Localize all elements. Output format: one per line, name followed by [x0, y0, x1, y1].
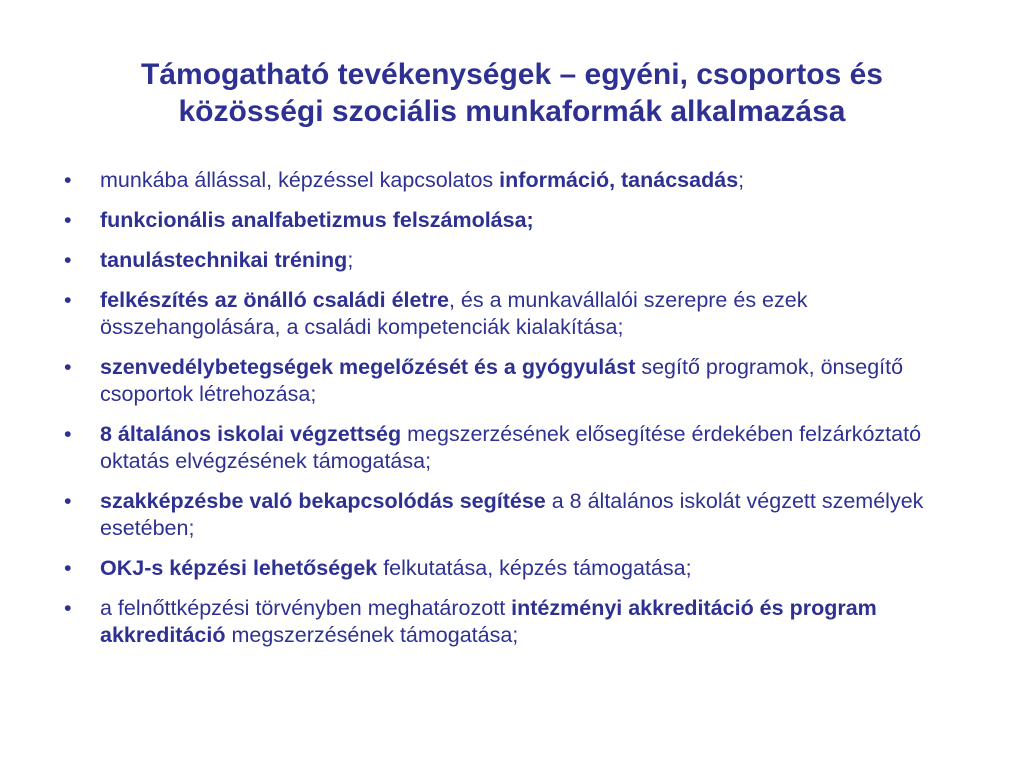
slide-title-line-1: Támogatható tevékenységek – egyéni, csoportos és: [141, 58, 883, 91]
item-text: ;: [347, 248, 354, 272]
item-text: a felnőttképzési törvényben meghatározott: [100, 596, 512, 620]
item-highlight: OKJ-s képzési lehetőségek: [100, 556, 378, 580]
list-item: [56, 488, 976, 542]
item-highlight: szakképzésbe való bekapcsolódás segítése: [100, 489, 546, 513]
item-text: ;: [738, 168, 745, 192]
item-highlight: intézményi akkreditáció és program akkreditáció: [100, 596, 877, 647]
item-text: , és a munkavállalói szerepre és ezek összehangolására, a családi kompetenciák kialakítása;: [100, 288, 808, 339]
item-highlight: 8 általános iskolai végzettség: [100, 422, 402, 446]
bullet-icon: •: [64, 168, 72, 192]
item-highlight: tanulástechnikai tréning: [100, 248, 348, 272]
item-text: munkába állással, képzéssel kapcsolatos: [100, 168, 500, 192]
item-highlight: funkcionális analfabetizmus felszámolása;: [100, 208, 534, 232]
item-highlight: szenvedélybetegségek megelőzését és a gyógyulást: [100, 355, 636, 379]
item-text: a 8 általános iskolát végzett személyek esetében;: [100, 489, 924, 540]
list-item: [56, 207, 976, 234]
bullet-icon: •: [64, 596, 72, 620]
bullet-icon: •: [64, 422, 72, 446]
list-item: [56, 354, 976, 408]
list-item: [56, 595, 976, 649]
bullet-icon: •: [64, 208, 72, 232]
bullet-icon: •: [64, 556, 72, 580]
bullet-icon: •: [64, 355, 72, 379]
bullet-list: [56, 167, 976, 662]
list-item: [56, 287, 976, 341]
list-item: [56, 247, 976, 274]
bullet-icon: •: [64, 489, 72, 513]
item-text: megszerzésének támogatása;: [225, 623, 519, 647]
list-item: [56, 421, 976, 475]
item-text: segítő programok, önsegítő csoportok létrehozása;: [100, 355, 904, 406]
slide-title-line-2: közösségi szociális munkaformák alkalmazása: [178, 95, 846, 128]
list-item: [56, 167, 976, 194]
list-item: [56, 555, 976, 582]
item-text: felkutatása, képzés támogatása;: [377, 556, 692, 580]
item-text: megszerzésének elősegítése érdekében felzárkóztató oktatás elvégzésének támogatása;: [100, 422, 922, 473]
item-highlight: felkészítés az önálló családi életre: [100, 288, 449, 312]
slide-title: [60, 56, 964, 130]
bullet-icon: •: [64, 288, 72, 312]
item-highlight: információ, tanácsadás: [499, 168, 739, 192]
bullet-icon: •: [64, 248, 72, 272]
